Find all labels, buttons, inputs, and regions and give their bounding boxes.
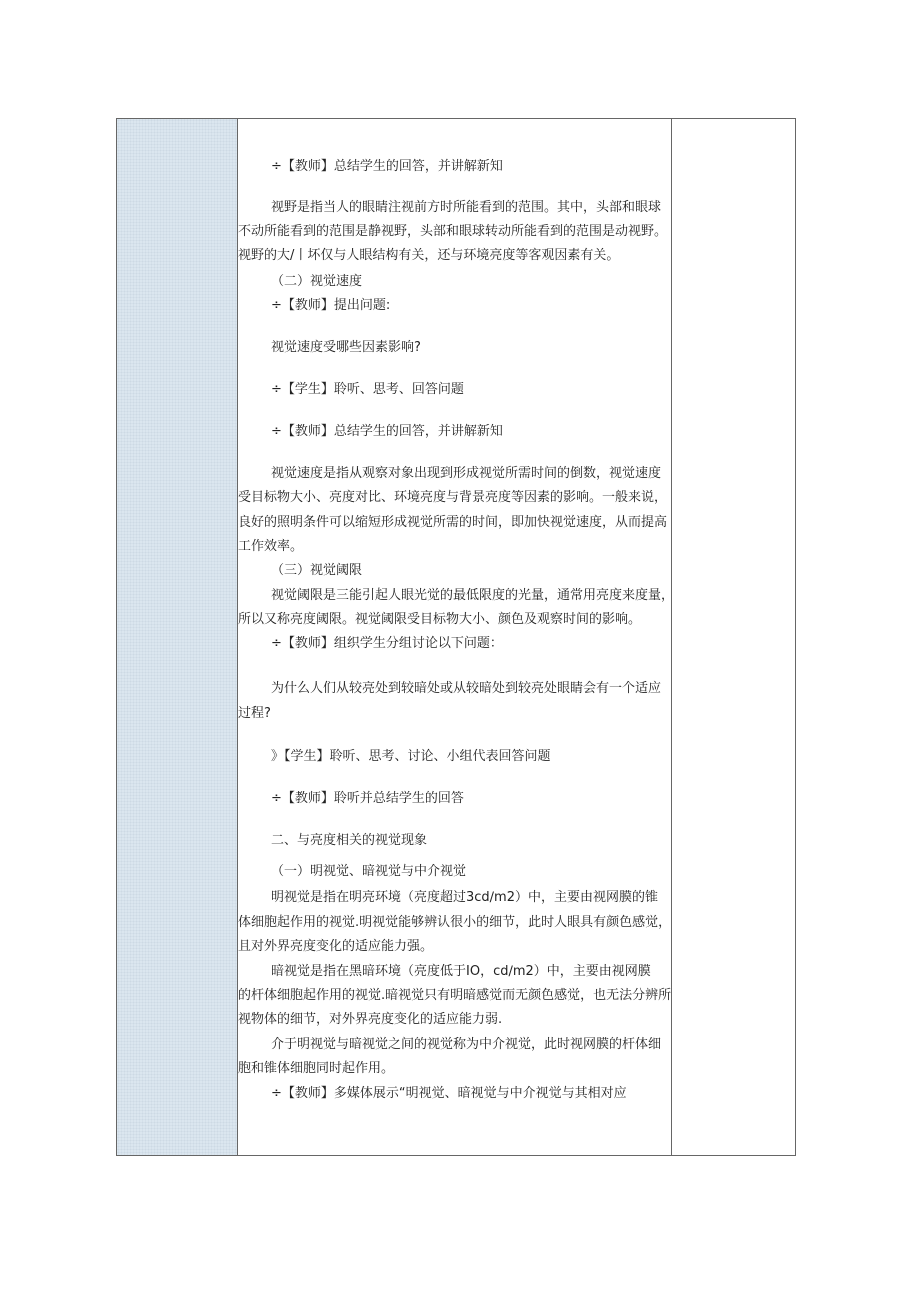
text-line: 过程? [238, 706, 271, 721]
text-line: （二）视觉速度 [271, 274, 363, 289]
text-line: 视野的大/丨坏仅与人眼结构有关，还与环境亮度等客观因素有关。 [238, 248, 620, 263]
content-column [238, 119, 675, 1155]
text-line: 视觉速度是指从观察对象出现到形成视觉所需时间的倒数，视觉速度 [271, 466, 662, 481]
text-line: ÷【教师】聆听并总结学生的回答 [271, 791, 464, 806]
text-line: 不动所能看到的范围是静视野，头部和眼球转动所能看到的范围是动视野。 [238, 224, 668, 239]
text-line: 胞和锥体细胞同时起作用。 [238, 1061, 395, 1076]
text-line: 良好的照明条件可以缩短形成视觉所需的时间，即加快视觉速度，从而提高 [238, 515, 668, 530]
text-line: 且对外界亮度变化的适应能力强。 [238, 939, 434, 954]
right-column [671, 119, 795, 1155]
text-line: 二、与亮度相关的视觉现象 [271, 833, 428, 848]
text-line: 介于明视觉与暗视觉之间的视觉称为中介视觉，此时视网膜的杆体细 [271, 1037, 662, 1052]
text-line: 视物体的细节，对外界亮度变化的适应能力弱. [238, 1012, 503, 1027]
text-line: 视觉速度受哪些因素影响? [271, 340, 421, 355]
text-line: ÷【学生】聆听、思考、回答问题 [271, 382, 464, 397]
text-line: ÷【教师】总结学生的回答，并讲解新知 [271, 424, 503, 439]
text-line: （三）视觉阈限 [271, 563, 363, 578]
left-column [117, 119, 238, 1155]
text-line: ÷【教师】组织学生分组讨论以下问题： [271, 636, 503, 651]
lesson-table [116, 118, 796, 1156]
text-line: ÷【教师】总结学生的回答，并讲解新知 [271, 159, 503, 174]
text-line: 工作效率。 [238, 539, 304, 554]
text-line: 》【学生】聆听、思考、讨论、小组代表回答问题 [271, 749, 551, 764]
text-line: 明视觉是指在明亮环境（亮度超过3cd∕m2）中，主要由视网膜的锥 [271, 890, 658, 905]
text-line: 视野是指当人的眼睛注视前方时所能看到的范围。其中，头部和眼球 [271, 200, 662, 215]
text-line: 体细胞起作用的视觉.明视觉能够辨认很小的细节，此时人眼具有颜色感觉， [238, 915, 672, 930]
text-line: ÷【教师】提出问题: [271, 298, 391, 313]
text-line: ÷【教师】多媒体展示“明视觉、暗视觉与中介视觉与其相对应 [271, 1086, 627, 1101]
text-line: 视觉阈限是三能引起人眼光觉的最低限度的光量，通常用亮度来度量， [271, 588, 675, 603]
text-line: 受目标物大小、亮度对比、环境亮度与背景亮度等因素的影响。一般来说， [238, 490, 668, 505]
text-line: 暗视觉是指在黑暗环境（亮度低于IO，cd∕m2）中，主要由视网膜 [271, 964, 651, 979]
text-line: （一）明视觉、暗视觉与中介视觉 [271, 864, 467, 879]
text-line: 所以又称亮度阈限。视觉阈限受目标物大小、颜色及观察时间的影响。 [238, 612, 642, 627]
text-line: 为什么人们从较亮处到较暗处或从较暗处到较亮处眼睛会有一个适应 [271, 681, 662, 696]
text-line: 的杆体细胞起作用的视觉.暗视觉只有明暗感觉而无颜色感觉，也无法分辨所 [238, 988, 672, 1003]
